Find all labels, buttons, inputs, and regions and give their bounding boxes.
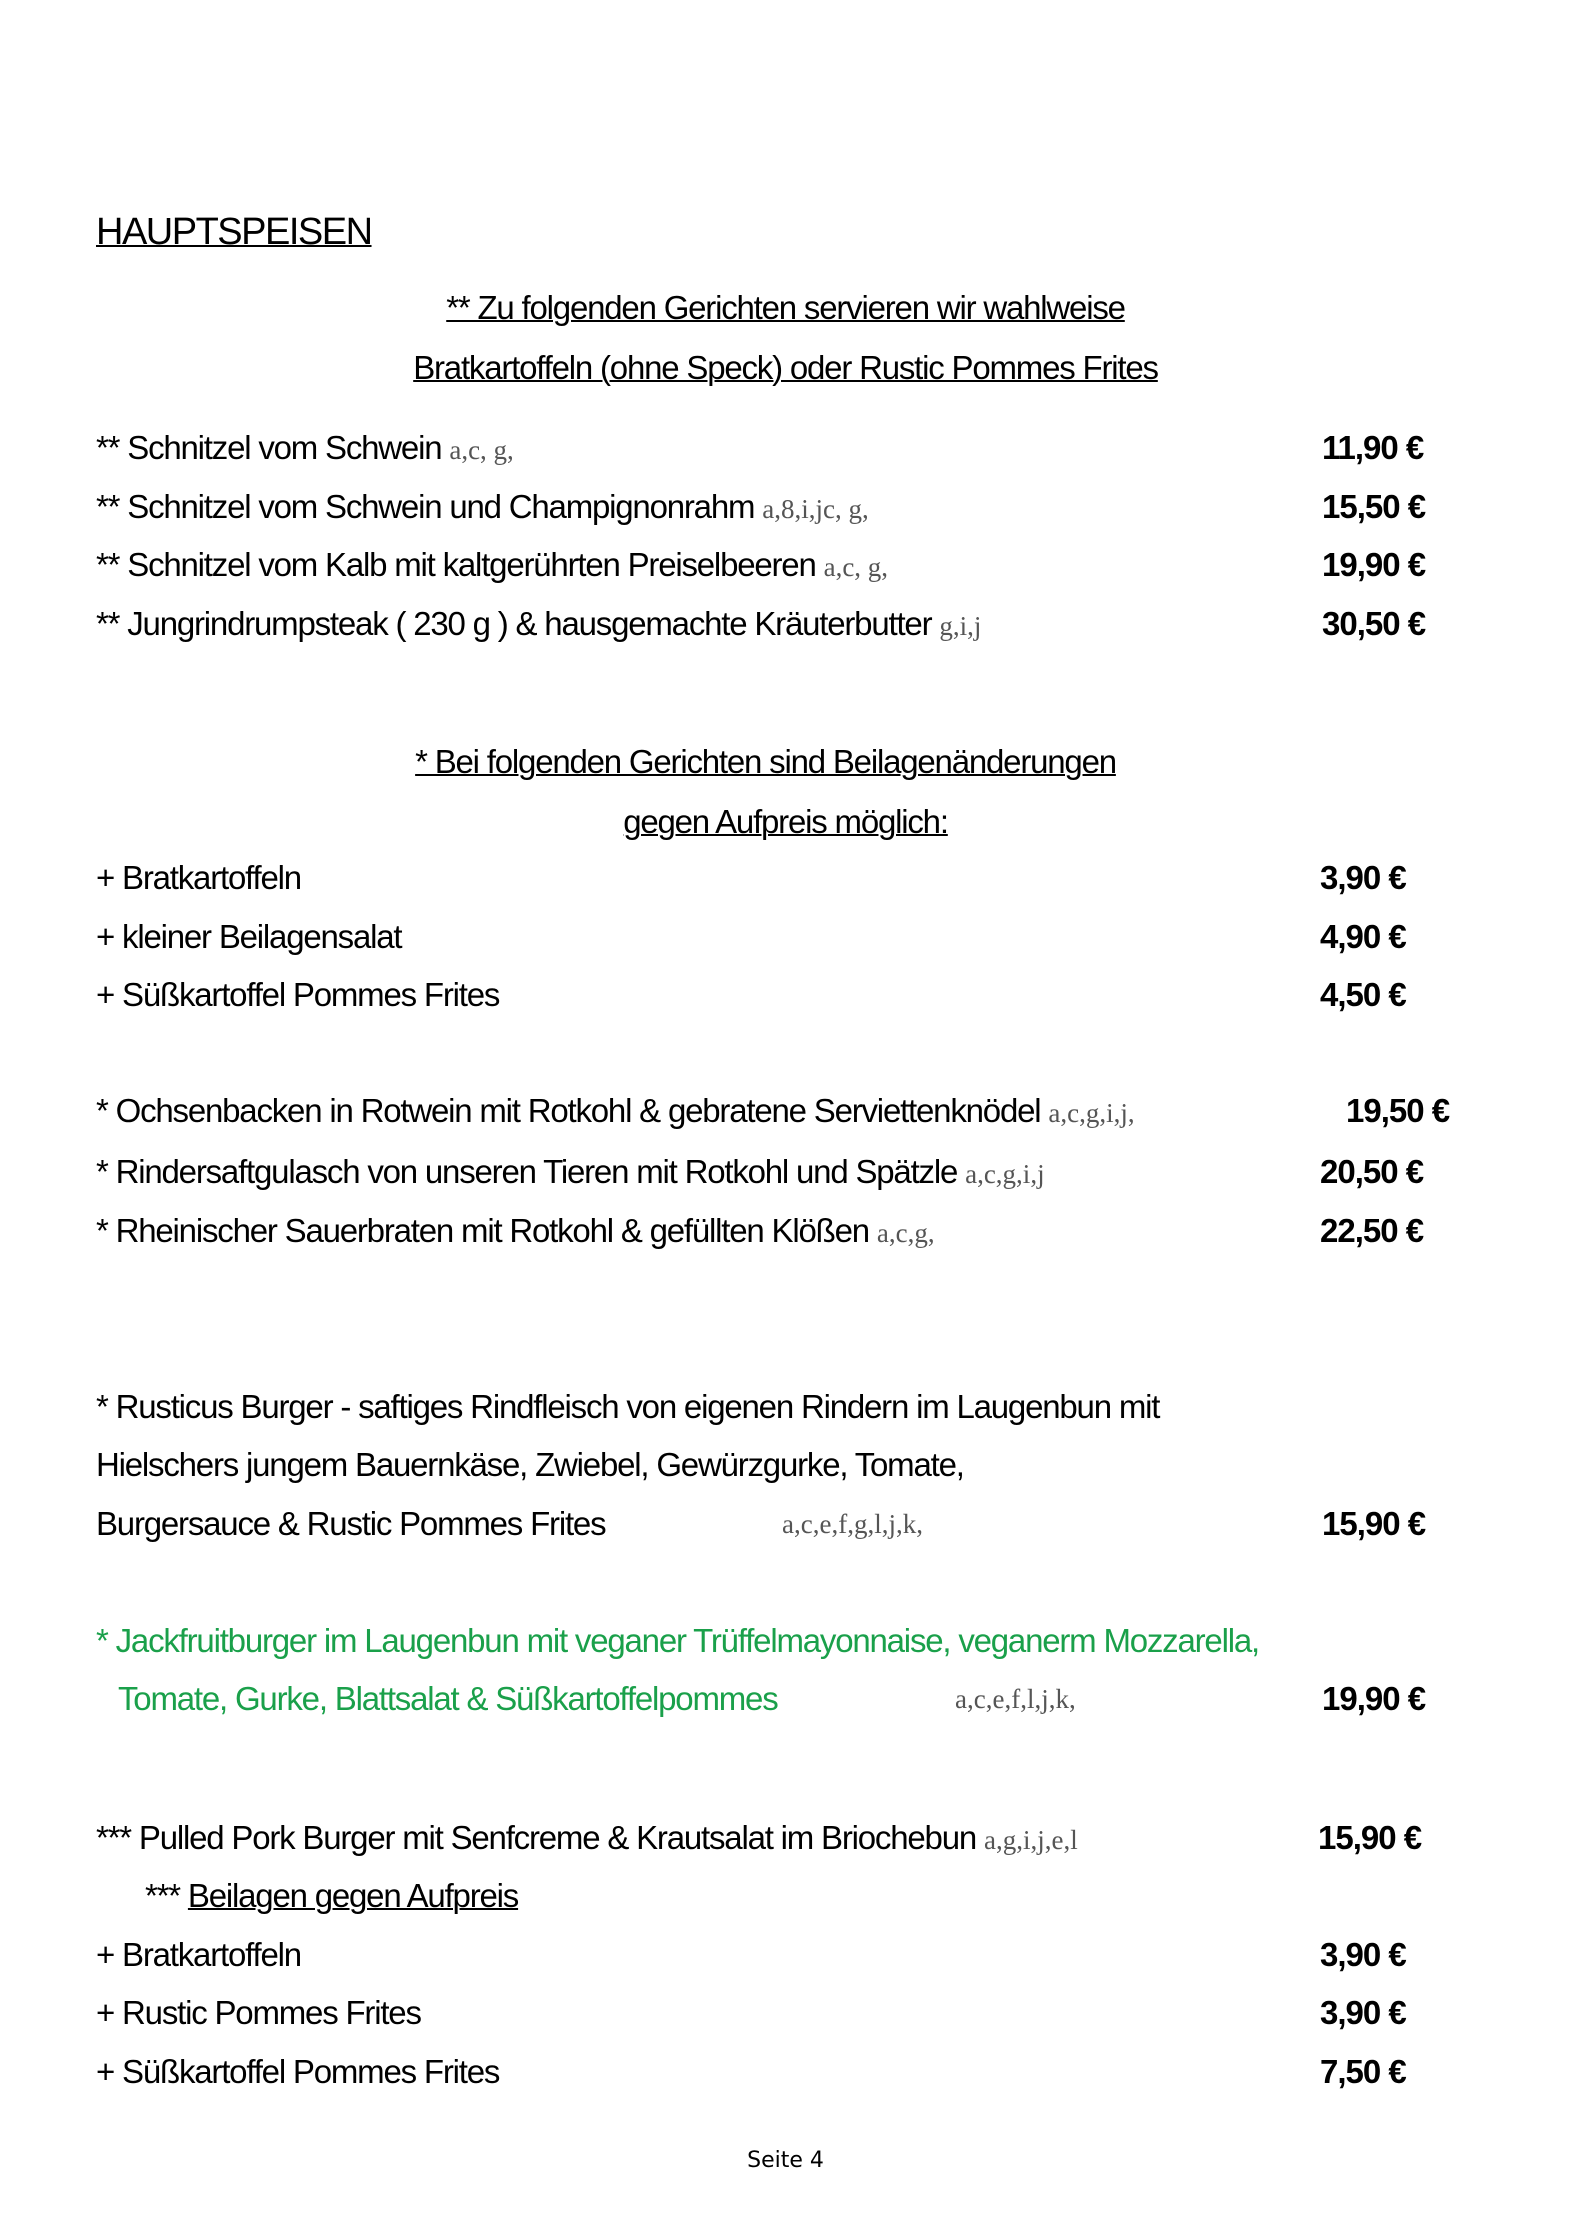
item-allergens: a,g,i,j,e,l: [983, 1825, 1078, 1855]
item-allergens: a,c, g,: [823, 552, 889, 582]
extra-price: 3,90 €: [1320, 859, 1406, 896]
menu-item: [96, 1818, 1078, 1860]
sides-heading-text: Beilagen gegen Aufpreis: [187, 1877, 519, 1914]
item-price: 22,50 €: [1320, 1212, 1424, 1249]
page-number: Seite 4: [747, 2148, 824, 2173]
section1-heading-line1: ** Zu folgenden Gerichten servieren wir wahlweise: [446, 289, 1125, 326]
menu-item: [96, 487, 869, 529]
item-allergens: a,8,i,jc, g,: [762, 494, 869, 524]
item-name: ** Schnitzel vom Schwein: [96, 429, 442, 466]
section2-heading-line1: * Bei folgenden Gerichten sind Beilagenänderungen: [415, 743, 1116, 780]
item-name: * Rindersaftgulasch von unseren Tieren mit Rotkohl und Spätzle: [96, 1153, 958, 1190]
menu-item: [96, 604, 981, 646]
burger-line1: * Rusticus Burger - saftiges Rindfleisch von eigenen Rindern im Laugenbun mit: [96, 1388, 1160, 1425]
sides-heading: [145, 1876, 518, 1916]
extra-price: 4,90 €: [1320, 918, 1406, 955]
jackfruit-line2: Tomate, Gurke, Blattsalat & Süßkartoffelpommes: [118, 1680, 778, 1717]
extra-price: 3,90 €: [1320, 1936, 1406, 1973]
menu-item: [96, 545, 888, 587]
item-price: 19,90 €: [1322, 546, 1426, 583]
page-title: HAUPTSPEISEN: [96, 211, 372, 253]
item-price: 19,50 €: [1346, 1092, 1450, 1129]
menu-item: [96, 1152, 1045, 1194]
item-allergens: g,i,j: [939, 611, 982, 641]
burger-line3: Burgersauce & Rustic Pommes Frites: [96, 1505, 606, 1542]
side-extra: + Bratkartoffeln: [96, 1936, 301, 1973]
sides-prefix: ***: [145, 1877, 180, 1914]
item-allergens: a,c, g,: [449, 435, 514, 465]
extra-price: 7,50 €: [1320, 2053, 1406, 2090]
extra-price: 4,50 €: [1320, 976, 1406, 1013]
side-extra: + Bratkartoffeln: [96, 859, 301, 896]
item-price: 19,90 €: [1322, 1680, 1426, 1717]
item-price: 11,90 €: [1322, 429, 1424, 466]
item-name: * Rheinischer Sauerbraten mit Rotkohl & gefüllten Klößen: [96, 1212, 869, 1249]
side-extra: + Süßkartoffel Pommes Frites: [96, 2053, 500, 2090]
item-name: *** Pulled Pork Burger mit Senfcreme & Krautsalat im Briochebun: [96, 1819, 976, 1856]
item-name: * Ochsenbacken in Rotwein mit Rotkohl & gebratene Serviettenknödel: [96, 1092, 1041, 1129]
item-name: ** Schnitzel vom Schwein und Champignonrahm: [96, 488, 755, 525]
item-price: 20,50 €: [1320, 1153, 1424, 1190]
item-name: ** Jungrindrumpsteak ( 230 g ) & hausgemachte Kräuterbutter: [96, 605, 932, 642]
extra-price: 3,90 €: [1320, 1994, 1406, 2031]
item-name: ** Schnitzel vom Kalb mit kaltgerührten Preiselbeeren: [96, 546, 816, 583]
menu-item: [96, 1211, 935, 1253]
burger-line2: Hielschers jungem Bauernkäse, Zwiebel, Gewürzgurke, Tomate,: [96, 1446, 964, 1483]
item-price: 15,90 €: [1322, 1505, 1426, 1542]
side-extra: + kleiner Beilagensalat: [96, 918, 402, 955]
jackfruit-line1: * Jackfruitburger im Laugenbun mit veganer Trüffelmayonnaise, veganerm Mozzarella,: [96, 1622, 1259, 1659]
item-allergens: a,c,g,: [876, 1218, 935, 1248]
item-allergens: a,c,g,i,j,: [1048, 1098, 1135, 1128]
menu-item: [96, 1091, 1135, 1133]
section2-heading-line2: gegen Aufpreis möglich:: [623, 803, 948, 840]
item-price: 15,90 €: [1318, 1819, 1422, 1856]
side-extra: + Süßkartoffel Pommes Frites: [96, 976, 500, 1013]
item-price: 30,50 €: [1322, 605, 1426, 642]
item-allergens: a,c,g,i,j: [965, 1159, 1045, 1189]
item-price: 15,50 €: [1322, 488, 1426, 525]
side-extra: + Rustic Pommes Frites: [96, 1994, 421, 2031]
item-allergens: a,c,e,f,l,j,k,: [955, 1684, 1076, 1714]
section1-heading-line2: Bratkartoffeln (ohne Speck) oder Rustic Pommes Frites: [413, 349, 1158, 386]
item-allergens: a,c,e,f,g,l,j,k,: [782, 1509, 923, 1539]
menu-item: [96, 428, 514, 470]
